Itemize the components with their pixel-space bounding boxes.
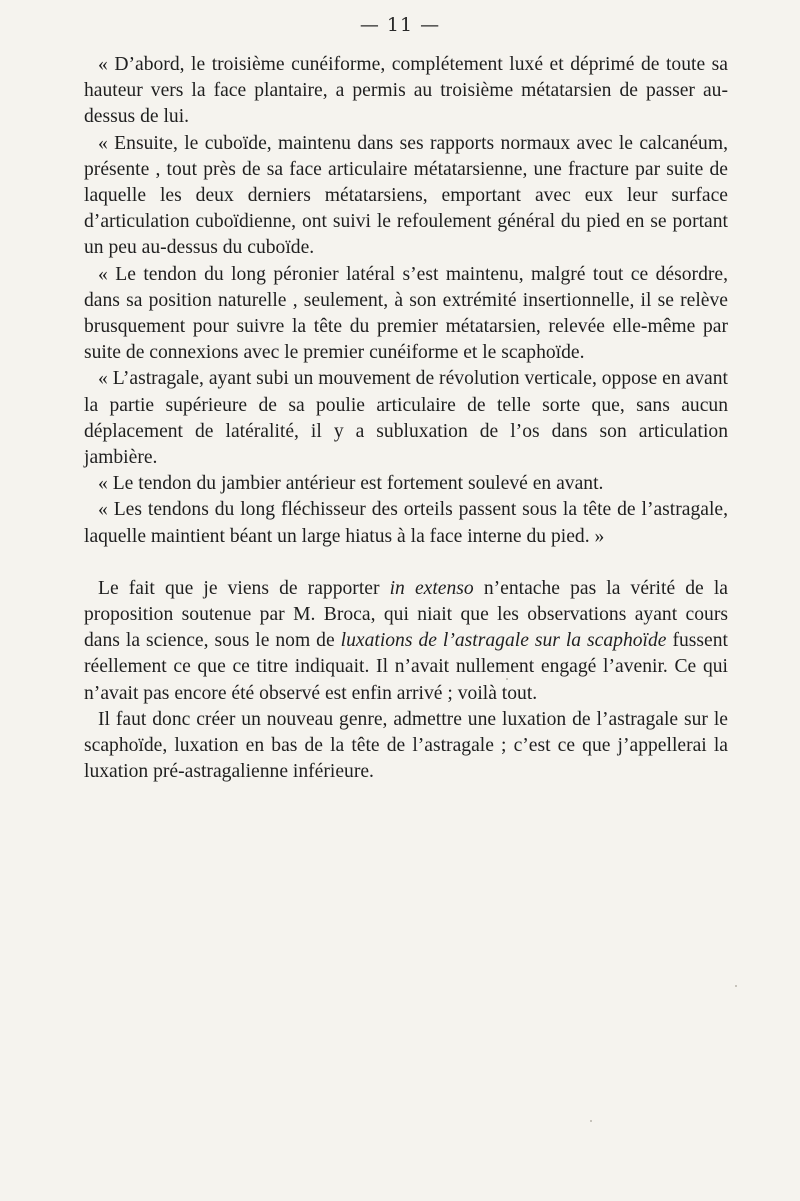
- paragraph-8: Il faut donc créer un nouveau genre, admettre une luxation de l’astragale sur le scaphoïde, luxation en bas de la tête de l’astragale ; c’est ce que j’appellerai la luxation pré-astragalienne inférieure.: [84, 708, 728, 783]
- paragraph-4: « L’astragale, ayant subi un mouvement de révolution verticale, oppose en avant la partie supérieure de sa poulie articulaire de telle sorte que, sans aucun déplacement de latéralité, il y a subluxation de l’os dans son articulation jambière.: [84, 368, 728, 469]
- paragraph-7-text-c: fussent réellement ce que ce titre indiquait. Il n’avait nullement engagé l’avenir. Ce qui n’avait pas encore été observé est enfin arrivé ; voilà tout.: [84, 630, 728, 704]
- paragraph-7-text-a: Le fait que je viens de rapporter: [98, 577, 390, 599]
- italic-in-extenso: in extenso: [389, 577, 474, 599]
- paper-speck: [506, 678, 508, 680]
- body-text: [84, 52, 728, 785]
- italic-title-luxations: luxations de l’astragale sur la scaphoïde: [340, 630, 667, 652]
- paper-speck: [735, 985, 737, 987]
- paragraph-7-text-b: n’entache pas la vérité de la proposition soutenue par M. Broca, qui niait que les observations ayant cours dans la science, sous le nom de: [84, 577, 728, 652]
- paragraph-1: « D’abord, le troisième cunéiforme, complétement luxé et déprimé de toute sa hauteur vers la face plantaire, a permis au troisième métatarsien de passer au-dessus de lui.: [84, 54, 728, 128]
- paragraph-2: « Ensuite, le cuboïde, maintenu dans ses rapports normaux avec le calcanéum, présente , tout près de sa face articulaire métatarsienne, une fracture par suite de laquelle les deux derniers métatarsiens, emportant avec eux leur surface d’articulation cuboïdienne, ont suivi le refoulement général du pied en se portant un peu au-dessus du cuboïde.: [84, 132, 728, 259]
- paper-speck: [590, 1120, 592, 1122]
- page-number: — 11 —: [359, 14, 441, 36]
- paragraph-7: [84, 576, 728, 707]
- paragraph-3: « Le tendon du long péronier latéral s’est maintenu, malgré tout ce désordre, dans sa position naturelle , seulement, à son extrémité insertionnelle, il se relève brusquement pour suivre la tête du premier métatarsien, relevée elle-même par suite de connexions avec le premier cunéiforme et le scaphoïde.: [84, 263, 728, 364]
- paragraph-6: « Les tendons du long fléchisseur des orteils passent sous la tête de l’astragale, laquelle maintient béant un large hiatus à la face interne du pied. »: [84, 499, 728, 547]
- paragraph-5: « Le tendon du jambier antérieur est fortement soulevé en avant.: [98, 473, 604, 495]
